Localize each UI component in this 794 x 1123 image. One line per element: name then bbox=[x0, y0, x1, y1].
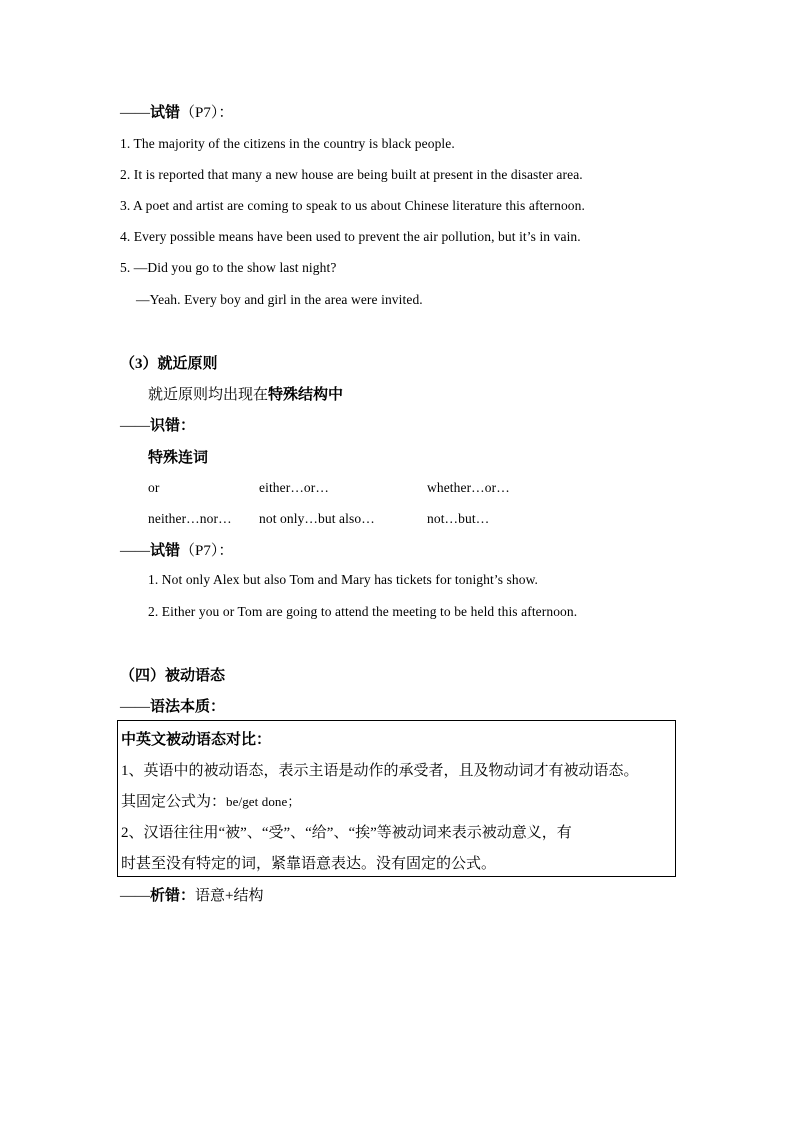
box-title: 中英文被动语态对比： bbox=[121, 732, 272, 748]
try-sentence-2: 2. Either you or Tom are going to attend the meeting to be held this afternoon. bbox=[148, 604, 578, 619]
try-rest: （P7）： bbox=[180, 543, 234, 559]
sentence-1: 1. The majority of the citizens in the country is black people. bbox=[120, 136, 455, 151]
formula-label: 其固定公式为： bbox=[121, 794, 227, 810]
section2-intro bbox=[148, 383, 343, 404]
analysis-bold: 析错： bbox=[150, 888, 196, 904]
sentence-2: 2. It is reported that many a new house are being built at present in the disaster area. bbox=[120, 167, 583, 182]
conj-either-or: either…or… bbox=[259, 480, 329, 495]
essence-bold: 语法本质： bbox=[150, 699, 226, 715]
identify-bold: 识错： bbox=[150, 418, 196, 434]
sentence-4: 4. Every possible means have been used to prevent the air pollution, but it’s in vain. bbox=[120, 229, 581, 244]
heading-bold: 试错 bbox=[150, 105, 181, 121]
box-line-3: 2、汉语往往用“被”、“受”、“给”、“挨”等被动词来表示被动意义，有 bbox=[121, 825, 572, 841]
section2-try-heading bbox=[120, 539, 233, 560]
try-dash: —— bbox=[120, 543, 150, 559]
box-line-4: 时甚至没有特定的词，紧靠语意表达。没有固定的公式。 bbox=[121, 856, 497, 872]
sentence-3: 3. A poet and artist are coming to speak to us about Chinese literature this afternoon. bbox=[120, 198, 585, 213]
conj-not-but: not…but… bbox=[427, 511, 490, 526]
identify-heading bbox=[120, 414, 195, 435]
analysis-dash: —— bbox=[120, 888, 150, 904]
conjunction-title: 特殊连词 bbox=[148, 450, 209, 466]
analysis-rest: 语意+结构 bbox=[195, 888, 264, 904]
heading-rest: （P7）： bbox=[180, 105, 234, 121]
section1-heading bbox=[120, 101, 233, 122]
box-line-2 bbox=[121, 790, 301, 811]
intro-bold: 特殊结构中 bbox=[268, 387, 344, 403]
essence-heading bbox=[120, 695, 225, 716]
heading-dash: —— bbox=[120, 105, 150, 121]
conj-whether-or: whether…or… bbox=[427, 480, 510, 495]
try-sentence-1: 1. Not only Alex but also Tom and Mary has tickets for tonight’s show. bbox=[148, 572, 539, 587]
sentence-5-question: 5. —Did you go to the show last night? bbox=[120, 260, 337, 275]
analysis-heading bbox=[120, 884, 263, 905]
formula-value: be/get done； bbox=[226, 794, 301, 809]
conj-or: or bbox=[148, 480, 160, 495]
section3-heading: （四）被动语态 bbox=[120, 668, 226, 684]
identify-dash: —— bbox=[120, 418, 150, 434]
sentence-5-answer: —Yeah. Every boy and girl in the area were invited. bbox=[136, 292, 423, 307]
essence-dash: —— bbox=[120, 699, 150, 715]
conj-neither-nor: neither…nor… bbox=[148, 511, 232, 526]
section2-heading: （3）就近原则 bbox=[120, 356, 218, 372]
conj-not-only-but-also: not only…but also… bbox=[259, 511, 375, 526]
box-line-1: 1、英语中的被动语态，表示主语是动作的承受者，且及物动词才有被动语态。 bbox=[121, 763, 639, 779]
try-bold: 试错 bbox=[150, 543, 181, 559]
intro-plain: 就近原则均出现在 bbox=[148, 387, 269, 403]
